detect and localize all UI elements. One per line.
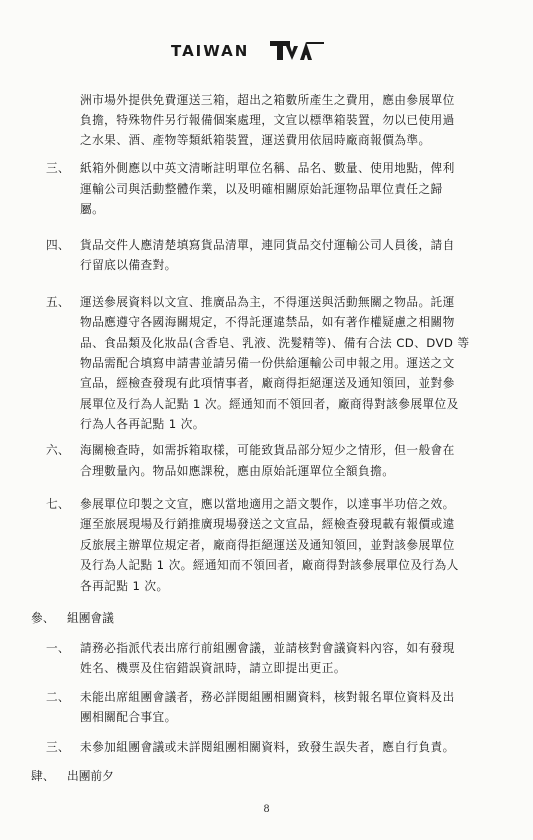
paragraph-line: 反旅展主辦單位規定者，廠商得拒絕運送及通知領回，並對該參展單位	[80, 537, 455, 552]
paragraph-line: 負擔，特殊物件另行報備個案處理，文宣以標準箱裝置，勿以已使用過	[80, 113, 455, 127]
paragraph-line: 參展單位印製之文宣，應以當地適用之語文製作，以達事半功倍之效。	[80, 497, 455, 511]
paragraph-line: 合理數量內。物品如應課稅，應由原始託運單位全額負擔。	[80, 464, 395, 478]
paragraph-line: 運輸公司與活動整體作業，以及明確相關原始託運物品單位責任之歸	[80, 181, 443, 196]
paragraph-line: 各再記點 1 次。	[80, 578, 169, 593]
section-number: 肆、	[31, 769, 55, 783]
paragraph-line: 之水果、酒、產物等類紙箱裝置，運送費用依屆時廠商報價為準。	[80, 133, 431, 147]
paragraph-line: 海關檢查時，如需拆箱取樣，可能致貨品部分短少之情形，但一般會在	[80, 443, 455, 457]
taiwan-brand-logo: TAIWAN	[171, 42, 250, 60]
item-number: 二、	[46, 690, 70, 704]
paragraph-line: 姓名、機票及住宿錯誤資訊時，請立即提出更正。	[80, 661, 346, 675]
section-number: 參、	[31, 611, 55, 625]
paragraph-line: 運送參展資料以文宣、推廣品為主，不得運送與活動無關之物品。託運	[80, 295, 455, 309]
section-heading: 出團前夕	[67, 769, 114, 783]
item-number: 三、	[46, 740, 70, 754]
paragraph-line: 行留底以備查對。	[80, 258, 177, 272]
paragraph-line: 宣品，經檢查發現有此項情事者，廠商得拒絕運送及通知領回，並對參	[80, 376, 455, 391]
paragraph-line: 紙箱外側應以中英文清晰註明單位名稱、品名、數量、使用地點，俾利	[80, 161, 455, 175]
paragraph-line: 物品需配合填寫申請書並請另備一份供給運輸公司申報之用。運送之文	[80, 355, 455, 370]
paragraph-line: 品、食品類及化妝品(含香皂、乳液、洗髮精等)、備有合法 CD、DVD 等	[80, 335, 470, 350]
paragraph-line: 貨品交件人應清楚填寫貨品清單，連同貨品交付運輸公司人員後，請自	[80, 238, 455, 252]
paragraph-line: 屬。	[80, 202, 105, 216]
paragraph-line: 展單位及行為人記點 1 次。經通知而不領回者，廠商得對該參展單位及	[80, 396, 459, 411]
item-number: 六、	[46, 443, 70, 457]
paragraph-line: 未參加組團會議或未詳閱組團相關資料，致發生誤失者，應自行負責。	[80, 740, 455, 754]
paragraph-line: 物品應遵守各國海關規定，不得託運違禁品，如有著作權疑慮之相關物	[80, 315, 455, 330]
item-number: 五、	[46, 295, 70, 309]
paragraph-line: 請務必指派代表出席行前組團會議，並請核對會議資料內容，如有發現	[80, 641, 455, 655]
item-number: 七、	[46, 497, 70, 511]
paragraph-line: 未能出席組團會議者，務必詳閱組團相關資料，核對報名單位資料及出	[80, 690, 455, 704]
paragraph-line: 運至旅展現場及行銷推廣現場發送之文宣品，經檢查發現載有報價或違	[80, 517, 455, 532]
section-heading: 組團會議	[67, 611, 114, 625]
page-number: 8	[263, 804, 270, 815]
item-number: 一、	[46, 641, 70, 655]
item-number: 三、	[46, 161, 70, 175]
paragraph-line: 團相關配合事宜。	[80, 710, 177, 724]
paragraph-line: 行為人各再記點 1 次。	[80, 416, 205, 431]
paragraph-line: 及行為人記點 1 次。經通知而不領回者，廠商得對該參展單位及行為人	[80, 558, 459, 573]
paragraph-line: 洲市場外提供免費運送三箱，超出之箱數所產生之費用，應由參展單位	[80, 93, 455, 107]
item-number: 四、	[46, 238, 70, 252]
